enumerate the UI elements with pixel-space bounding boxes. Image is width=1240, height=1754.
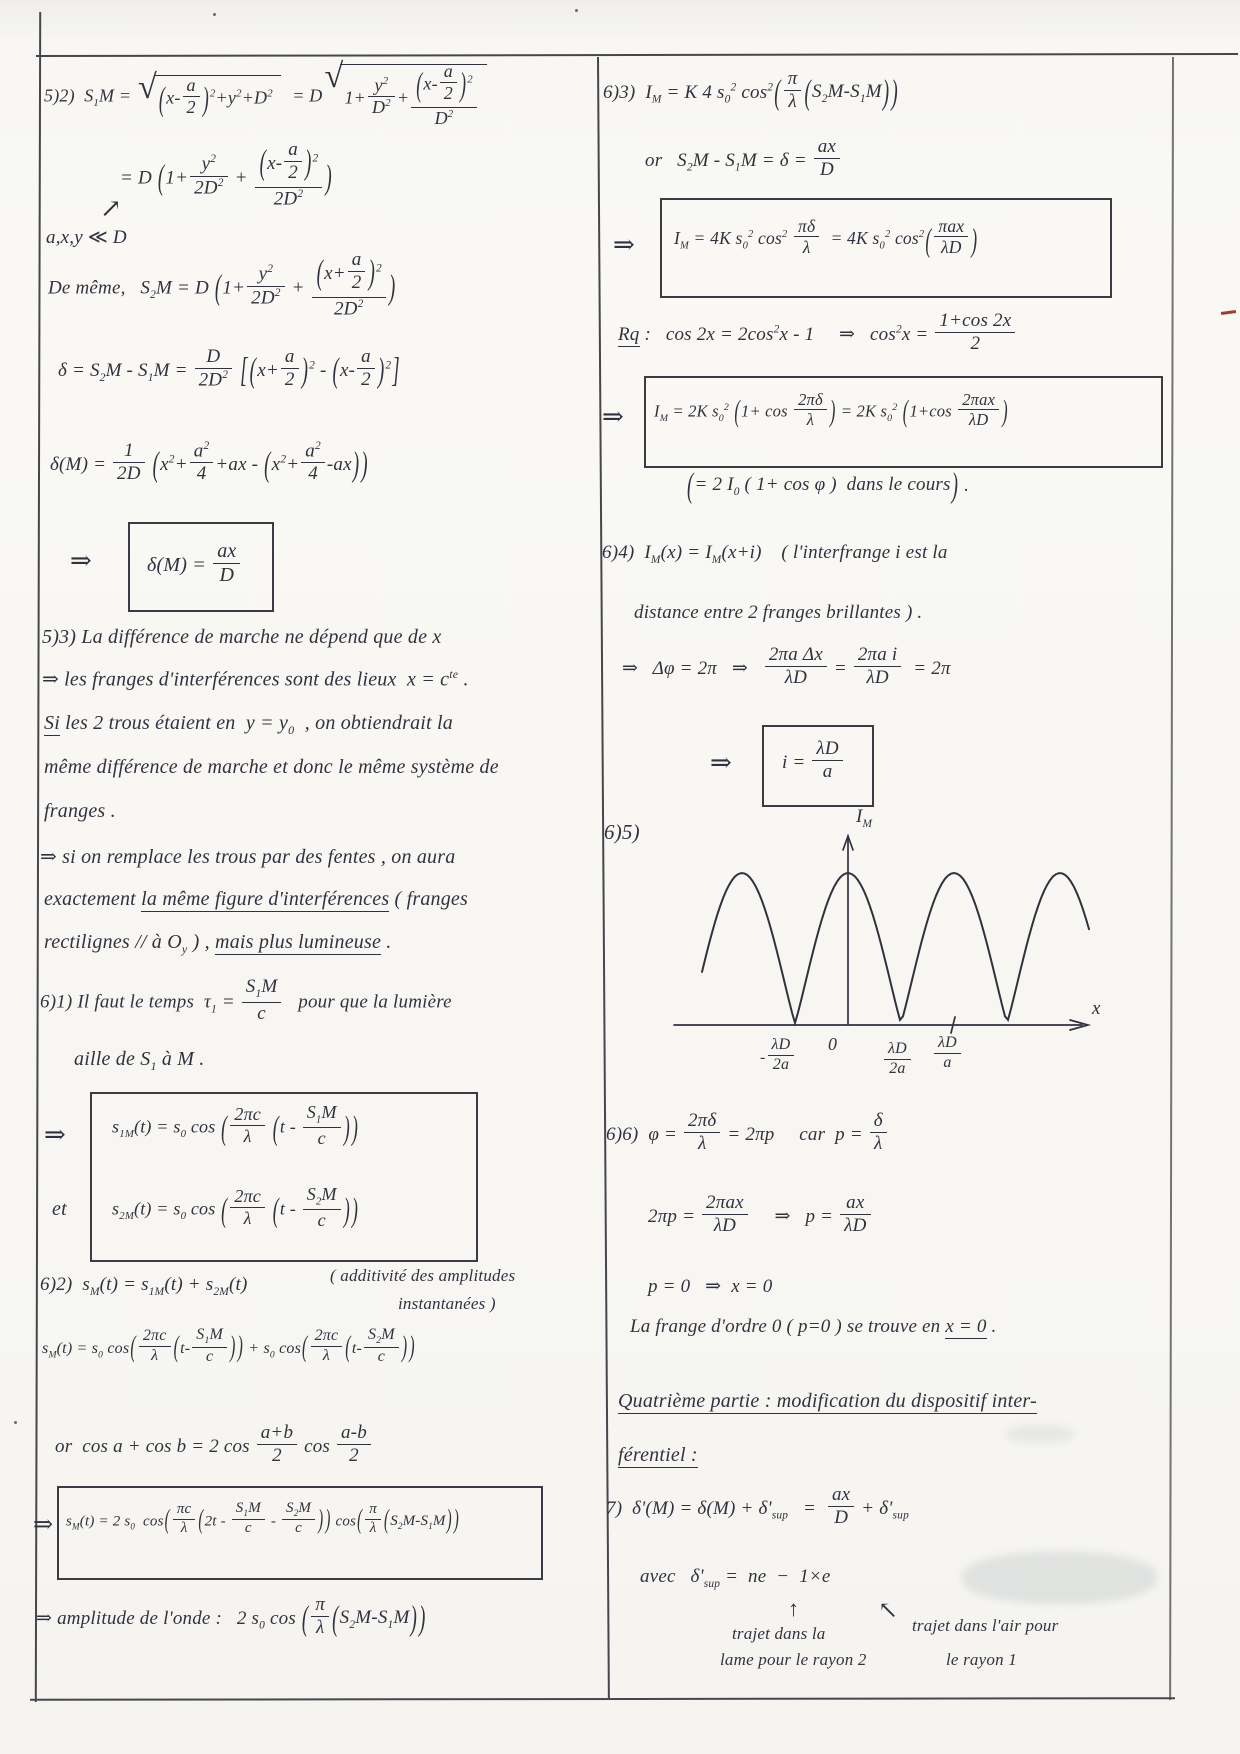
implies-arrow: ⇒: [613, 230, 635, 259]
eq-sum-cos: $s_M(t) = s_0$ cos ( $\frac{2\pi c}{\lambda}$ ( t- $\frac{S_1M}{c}$ ) ) + $s_0$ cos ( $\frac{2\pi c}{\lambda}$ ( t- $\frac{S_2M}{c}$ ) ): [42, 1326, 415, 1366]
up-arrow-icon: ↑: [788, 1596, 799, 1621]
eq-interfringe: i = $\frac{\lambda D}{a}$: [782, 742, 845, 785]
note-path-in-air-1: trajet dans l'air pour: [912, 1616, 1059, 1635]
eq-cos-identity: or cos a + cos b = 2 cos $\frac{a+b}{2}$ cos $\frac{a-b}{2}$: [55, 1426, 373, 1469]
heading-fourth-part-1: Quatrième partie : modification du dispositif inter-: [618, 1390, 1037, 1412]
text-et: et: [52, 1198, 67, 1220]
text-two-holes-2: même différence de marche et donc le même système de: [44, 756, 499, 778]
eq-delta-result: δ(M) = $\frac{ax}{D}$: [147, 544, 242, 589]
eq-intensity-cos2: $I_M = 4K$ $s_0^2$ $\cos^2$ $\frac{\pi\delta}{\lambda}$ = 4K $s_0^2$ $\cos^2$ ( πax λD ): [674, 216, 978, 259]
text-slits-2: exactement la même figure d'interférences ( franges: [44, 888, 468, 910]
eq-phase-2pi: ⇒ Δφ = 2π ⇒ $\frac{\text{2πa Δx}}{\lambda D}$ = $\frac{\text{2πa i}}{\lambda D}$ = 2π: [622, 644, 951, 688]
eq-6-2-sum: 6)2) $s_M(t) = s_{1M}(t) + s_{2M}(t)$: [40, 1274, 248, 1298]
graph-tick-one: $\frac{\lambda D}{a}$: [932, 1038, 963, 1075]
eq-order-p: 2πp = 2πax λD ⇒ p = $\frac{ax}{\lambda D}$: [648, 1196, 873, 1239]
eq-delta-difference: $\delta = S_2M - S_1M$ = $\frac{D}{2D^2}$ [ ( x+ $\frac{a}{2}$ ) $^2$ - ( x- $\frac{a}{2}$ ) $^2$ ]: [58, 346, 400, 391]
implies-arrow: ⇒: [70, 546, 92, 575]
label-6-5: 6)5): [604, 820, 640, 844]
implies-arrow: ⇒: [710, 748, 732, 777]
text-two-holes-1: Si les 2 trous étaient en $y = y_0$ , on obtiendrait la: [44, 712, 453, 737]
eq-intensity-1pluscos: $I_M = 2K$ $s_0^2$ ( 1+ cos $\frac{2\pi\delta}{\lambda}$ ) = 2K $s_0^2$ ( 1+cos 2πax λD ): [654, 390, 1008, 430]
ink-speck: [14, 1421, 17, 1424]
heading-fourth-part-2: férentiel :: [618, 1444, 698, 1466]
text-zero-order-fringe: La frange d'ordre 0 ( p=0 ) se trouve en x = 0 .: [630, 1316, 997, 1337]
note-additivity-2: instantanées ): [398, 1294, 496, 1313]
eq-delta-m: δ(M) = $\frac{1}{2D}$ ( $x^2+$ $\frac{a^2}{4}$ +ax - ( $x^2+$ $\frac{a^2}{4}$ -ax ) ): [50, 440, 368, 485]
text-two-holes-3: franges .: [44, 800, 116, 822]
text-fringes-loci: ⇒ les franges d'interférences sont des lieux $x = c^{te}$ .: [42, 667, 469, 691]
top-page-border: [36, 53, 1238, 57]
eq-6-3-intensity: 6)3) $I_M = K$ 4 $s_0^2$ $\cos^2$ ( $\frac{\pi}{\lambda}$ ( $S_2M-S_1M$ ) ): [603, 68, 898, 113]
eq-s2m: De même, $S_2M = D$ ( 1+ $\frac{y^2}{2D^2}$ + ( x+ $\frac{a}{2}$ ) $^2$ $2D^2$ ): [48, 249, 396, 320]
eraser-smudge: [962, 1552, 1157, 1604]
column-divider: [597, 57, 610, 1700]
eq-course-form: ( = 2 $I_0$ ( 1+ cos φ ) dans le cours ) .: [687, 466, 970, 506]
eq-6-6-phase: 6)6) φ = $\frac{2\pi\delta}{\lambda}$ = 2πp car p = $\frac{\delta}{\lambda}$: [606, 1114, 889, 1157]
eq-signal-s1: $s_{1M}(t) = s_0$ cos ( $\frac{2\pi c}{\lambda}$ ( t - $\frac{S_1M}{c}$ ) ): [112, 1102, 359, 1148]
implies-arrow: ⇒: [44, 1120, 66, 1149]
note-additivity-1: ( additivité des amplitudes: [330, 1266, 516, 1285]
eq-7-delta-prime: 7) $\delta'(M) = \delta(M) + \delta'_{sup}$ = $\frac{ax}{D}$ + $\delta'_{sup}$: [606, 1484, 909, 1528]
graph-tick-minus-half: - $\frac{\lambda D}{2a}$: [760, 1040, 796, 1077]
red-margin-dash: [1221, 310, 1236, 315]
eq-amplitude: ⇒ amplitude de l'onde : 2 $s_0$ cos ( $\frac{\pi}{\lambda}$ ( $S_2M-S_1M$ ) ): [36, 1594, 426, 1639]
note-path-in-air-2: le rayon 1: [946, 1650, 1017, 1669]
eraser-smudge-small: [1005, 1425, 1075, 1443]
north-west-arrow-icon: ↖: [878, 1598, 899, 1624]
graph-ylabel: $I_M$: [856, 806, 873, 830]
eq-5-2-s1m: 5)2) $S_1M$ = √ ( x- $\frac{a}{2}$ ) $^2+y^2+D^2$ = D √ 1+ $\frac{y^2}{D^2}$ + ( x- $\frac{a}{2}$ ) $^2$ $D^2$: [44, 64, 489, 131]
note-path-in-plate-2: lame pour le rayon 2: [720, 1650, 867, 1669]
graph-tick-half: $\frac{\lambda D}{2a}$: [882, 1044, 913, 1081]
eq-5-2-expansion: = D ( 1+ $\frac{y^2}{2D^2}$ + ( x- $\frac{a}{2}$ ) $^2$ $2D^2$ ): [120, 139, 332, 210]
text-slits-1: ⇒ si on remplace les trous par des fentes , on aura: [40, 846, 456, 868]
eq-delta-sup: avec $\delta'_{sup}$ = ne − 1×e: [640, 1566, 831, 1590]
eq-signal-s2: $s_{2M}(t) = s_0$ cos ( $\frac{2\pi c}{\lambda}$ ( t - $\frac{S_2M}{c}$ ) ): [112, 1184, 359, 1230]
text-5-3-heading: 5)3) La différence de marche ne dépend que de x: [42, 626, 442, 648]
text-6-1-time: 6)1) Il faut le temps $\tau_1$ = $\frac{S_1M}{c}$ pour que la lumière: [40, 976, 452, 1024]
graph-xlabel: x: [1092, 998, 1101, 1019]
note-path-in-plate-1: trajet dans la: [732, 1624, 826, 1643]
text-slits-3: rectilignes // à $O_y$ ) , mais plus lumineuse .: [44, 931, 392, 956]
graph-tick-zero: 0: [828, 1034, 838, 1054]
text-6-1-travel: aille de $S_1$ à M .: [74, 1048, 205, 1073]
eq-remark-identity: Rq : $\cos 2x = 2\cos^2x - 1$ ⇒ $\cos^2x$ = $\frac{1+\cos 2x}{2}$: [618, 314, 1017, 357]
approx-arrow-icon: ↗: [100, 194, 122, 223]
ink-speck: [575, 9, 578, 12]
text-interfringe-def: distance entre 2 franges brillantes ) .: [634, 602, 923, 623]
right-page-border: [1169, 57, 1174, 1700]
bottom-page-border: [30, 1697, 1175, 1701]
eq-wave-product: $s_M(t) = 2$ $s_0$ cos ( $\frac{\pi c}{\lambda}$ ( 2t - $\frac{S_1M}{c}$ - $\frac{S_2M}{c}$ ) ) cos ( $\frac{\pi}{\lambda}$ ( $S_2M-S_1M$ ) ): [66, 1500, 459, 1537]
implies-arrow: ⇒: [33, 1512, 54, 1538]
eq-6-4-periodicity: 6)4) $I_M(x) = I_M(x+i)$ ( l'interfrange i est la: [602, 542, 948, 566]
implies-arrow: ⇒: [602, 402, 624, 431]
ink-speck: [213, 13, 216, 16]
eq-delta-def: or $S_2M - S_1M = \delta$ = $\frac{ax}{D}$: [645, 140, 842, 183]
eq-p-zero: p = 0 ⇒ x = 0: [648, 1276, 773, 1297]
approx-condition: a,x,y ≪ D: [46, 227, 127, 248]
